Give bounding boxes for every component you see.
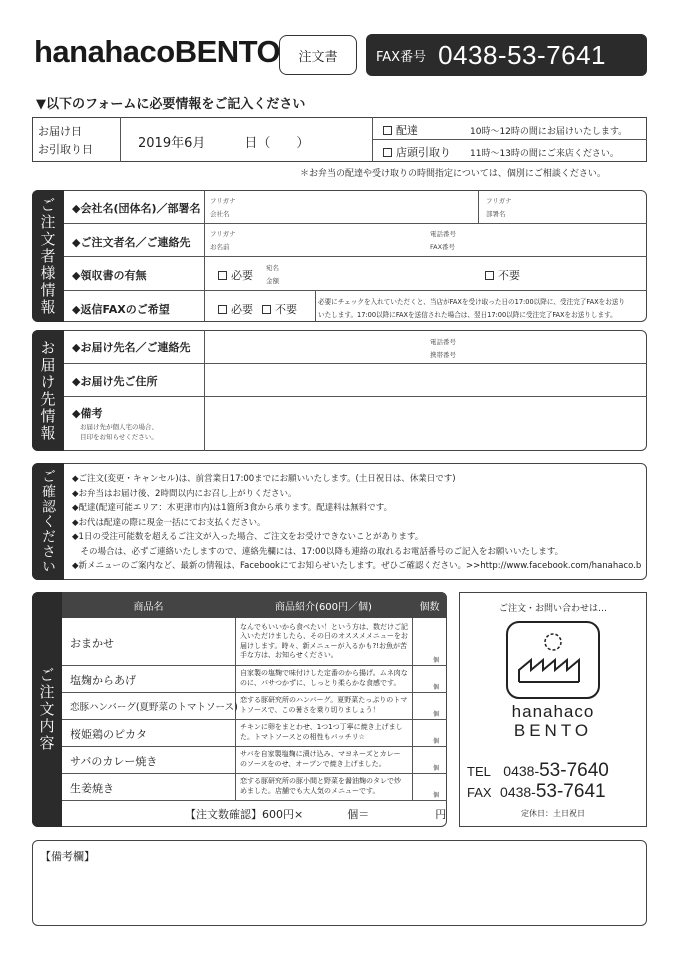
holiday-note: 定休日：土日祝日 (521, 809, 585, 818)
date-field[interactable]: 2019年6月 日（ ） (138, 136, 310, 151)
confirm-sidebar: ご確認ください (32, 463, 64, 580)
product-name: おまかせ (70, 636, 114, 650)
quantity-unit[interactable]: 個 (433, 711, 440, 718)
col-product-desc: 商品紹介(600円／個) (235, 592, 412, 618)
option-pickup-time: 11時〜13時の間にご来店ください。 (470, 149, 619, 159)
contact-fax: FAX 0438-53-7641 (467, 781, 606, 802)
pickup-date-label: お引取り日 (38, 143, 93, 156)
confirm-line: ◆新メニューのご案内など、最新の情報は、Facebookにてお知らせいたします。ぜひご確認ください。>>http://www.facebook.com/hanahaco.b (72, 561, 642, 571)
product-desc-line: なんでもいいから食べたい！という方は、数だけご記 (240, 622, 408, 631)
product-name: 桜姫鶏のピカタ (70, 727, 147, 741)
tel-small-label: 電話番号 (430, 338, 456, 346)
fax-banner (366, 34, 647, 76)
reply-note-2: いたします。17:00以降にFAXを送信された場合は、翌日17:00以降に受注完了FAXをお送りします。 (318, 311, 617, 319)
product-desc-line: チキンに卵をまとわせ、1つ1つ丁寧に焼き上げまし (240, 723, 403, 731)
remarks-note-1: お届け先が個人宅の場合、 (80, 423, 158, 431)
col-product-name: 商品名 (62, 592, 235, 618)
row-divider (62, 746, 447, 747)
delivery-date-label: お届け日 (38, 125, 82, 138)
quantity-unit[interactable]: 個 (433, 792, 440, 799)
amount-label: 金額 (266, 277, 279, 285)
product-desc-line: のソースをのせ、オーブンで焼き上げました。 (240, 759, 386, 768)
destination-sidebar: お届け先情報 (32, 330, 64, 451)
row-divider (62, 665, 447, 666)
product-desc (240, 669, 408, 688)
product-desc-line: のに、パサつかずに、しっとり柔らかな食感です。 (240, 678, 401, 687)
remarks-box[interactable] (32, 840, 647, 926)
contact-title: ご注文・お問い合わせは… (498, 604, 607, 614)
logo-text-2: BENTO (513, 721, 593, 740)
product-name: サバのカレー焼き (70, 754, 158, 768)
row-divider (62, 692, 447, 693)
receipt-label: ◆領収書の有無 (72, 269, 147, 282)
order-total: 【注文数確認】600円× 個＝ 円 (185, 808, 447, 821)
confirm-line: ◆1日の受注可能数を超えるご注文が入った場合、ご注文をお受けできないことがあります。 (72, 532, 424, 542)
checkbox-icon[interactable] (218, 271, 227, 280)
receipt-no-need-option[interactable]: 不要 (485, 267, 520, 283)
option-delivery-time: 10時〜12時の間にお届けいたします。 (470, 127, 628, 137)
row-divider (62, 719, 447, 720)
checkbox-icon[interactable] (485, 271, 494, 280)
addressee-label: 宛名 (266, 264, 279, 272)
reply-note-1: 必要にチェックを入れていただくと、当店がFAXを受け取った日の17:00以降に、受注完了FAXをお送り (318, 298, 625, 306)
remarks-box-label: 【備考欄】 (40, 850, 95, 863)
product-desc (240, 723, 403, 742)
fax-label: FAX番号 (376, 49, 427, 65)
brand-title: hanahacoBENTO (34, 34, 281, 69)
logo-text-1: hanahaco (511, 702, 595, 721)
product-desc-line: めました。店舗でも大人気のメニューです。 (240, 786, 380, 795)
contact-tel: TEL 0438-53-7640 (467, 760, 609, 781)
product-desc-line: 自家製の塩麹で味付けした定番のから揚げ。ムネ肉な (240, 669, 408, 677)
name-small-label: お名前 (210, 243, 230, 251)
product-name: 恋豚ハンバーグ(夏野菜のトマトソース) (70, 701, 238, 713)
destination-name-label: ◆お届け先名／ご連絡先 (72, 341, 191, 354)
confirm-line: その場合は、必ずご連絡いたしますので、連絡先欄には、17:00以降も連絡の取れるお電話番号のご記入をお願いいたします。 (72, 546, 564, 557)
reply-need-option[interactable]: 必要 (218, 301, 253, 317)
product-name: 生姜焼き (70, 781, 114, 795)
reply-fax-label: ◆返信FAXのご希望 (72, 303, 170, 316)
product-desc-line: トソースで、この暑さを乗り切りましょう！ (240, 705, 380, 714)
remarks-note-2: 目印をお知らせください。 (80, 433, 158, 441)
remarks-label: ◆備考 (72, 407, 103, 420)
product-desc (240, 696, 407, 715)
product-name: 塩麹からあげ (70, 673, 136, 687)
quantity-unit[interactable]: 個 (433, 657, 440, 664)
products-sidebar: ご注文内容 (32, 592, 62, 827)
option-delivery[interactable]: 配達 (383, 122, 418, 138)
confirm-line: ◆お弁当はお届け後、2時間以内にお召し上がりください。 (72, 488, 297, 499)
option-pickup[interactable]: 店頭引取り (383, 144, 451, 160)
company-label: ◆会社名(団体名)／部署名 (72, 202, 201, 215)
furigana-label: フリガナ (210, 197, 236, 205)
row-divider (62, 773, 447, 774)
product-desc-line: 恋する豚研究所の豚小間と野菜を醤油麹のタレで炒 (240, 777, 401, 785)
orderer-name-label: ◆ご注文者名／ご連絡先 (72, 236, 191, 249)
product-desc (240, 750, 401, 769)
product-desc (240, 623, 408, 661)
orderer-sidebar: ご注文者様情報 (32, 190, 64, 322)
bento-logo-icon (505, 620, 601, 700)
quantity-unit[interactable]: 個 (433, 765, 440, 772)
destination-address-label: ◆お届け先ご住所 (72, 375, 158, 388)
quantity-unit[interactable]: 個 (433, 738, 440, 745)
form-instruction: ▼以下のフォームに必要情報をご記入ください (36, 97, 306, 112)
quantity-unit[interactable]: 個 (433, 684, 440, 691)
product-desc-line: 手な方は、お知らせください。 (240, 651, 338, 659)
dept-small-label: 部署名 (486, 210, 506, 218)
order-form-label: 注文書 (279, 35, 357, 75)
product-desc-line: 入いただけましたら、その日のオススメメニューをお (240, 632, 408, 640)
product-desc-line: 恋する豚研究所のハンバーグ。夏野菜たっぷりのトマ (240, 696, 408, 704)
confirm-line: ◆配達(配達可能エリア：木更津市内)は1箇所3食から承ります。配達料は無料です。 (72, 503, 393, 513)
checkbox-icon[interactable] (218, 305, 227, 314)
delivery-note: ＊お弁当の配達や受け取りの時間指定については、個別にご相談ください。 (300, 169, 606, 179)
company-small-label: 会社名 (210, 210, 230, 218)
fax-small-label: FAX番号 (430, 243, 456, 251)
furigana-label: フリガナ (486, 197, 512, 205)
checkbox-icon[interactable] (383, 126, 392, 135)
checkbox-icon[interactable] (383, 148, 392, 157)
fax-number: 0438-53-7641 (438, 39, 607, 70)
receipt-need-option[interactable]: 必要 (218, 267, 253, 283)
product-desc-line: 届けします。時々、新メニューが入るかも?!お魚が苦 (240, 641, 407, 650)
product-desc (240, 777, 401, 796)
product-desc-line: た。トマトソースとの相性もバッチリ☆ (240, 732, 365, 741)
tel-small-label: 電話番号 (430, 230, 456, 238)
col-quantity: 個数 (412, 592, 447, 618)
furigana-label: フリガナ (210, 230, 236, 238)
mobile-small-label: 携帯番号 (430, 351, 456, 359)
confirm-line: ◆ご注文(変更・キャンセル)は、前営業日17:00までにお願いいたします。(土日祝日は、休業日です) (72, 474, 456, 484)
confirm-line: ◆お代は配達の際に現金一括にてお支払ください。 (72, 517, 266, 528)
reply-no-need-option[interactable]: 不要 (262, 301, 297, 317)
checkbox-icon[interactable] (262, 305, 271, 314)
product-desc-line: サバを自家製塩麹に漬け込み、マヨネーズとカレー (240, 750, 401, 758)
